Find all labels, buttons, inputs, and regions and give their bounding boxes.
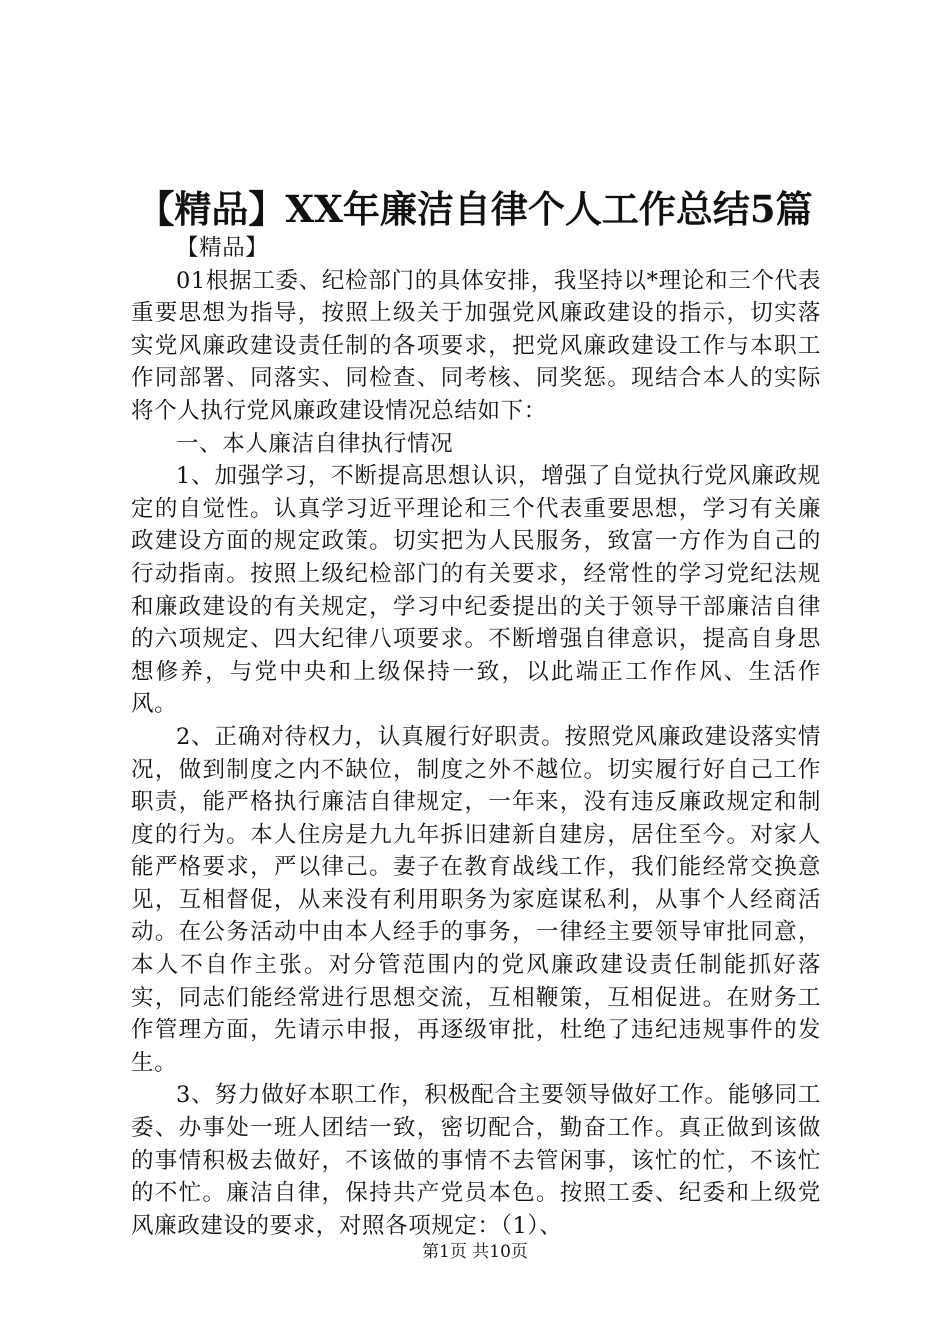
paragraph: 01根据工委、纪检部门的具体安排，我坚持以*理论和三个代表重要思想为指导，按照上级关于加强党风廉政建设的指示，切实落实党风廉政建设责任制的各项要求，把党风廉政建设工作与本职工作同部署、同落实、同检查、同考核、同奖惩。现结合本人的实际将个人执行党风廉政建设情况总结如下：: [131, 267, 821, 424]
document-title: 【精品】XX年廉洁自律个人工作总结5篇: [137, 187, 813, 231]
paragraph: 2、正确对待权力，认真履行好职责。按照党风廉政建设落实情况，做到制度之内不缺位，制度之外不越位。切实履行好自己工作职责，能严格执行廉洁自律规定，一年来，没有违反廉政规定和制度的行为。本人住房是九九年拆旧建新自建房，居住至今。对家人能严格要求，严以律己。妻子在教育战线工作，我们能经常交换意见，互相督促，从来没有利用职务为家庭谋私利，从事个人经商活动。在公务活动中由本人经手的事务，一律经主要领导审批同意，本人不自作主张。对分管范围内的党风廉政建设责任制能抓好落实，同志们能经常进行思想交流，互相鞭策，互相促进。在财务工作管理方面，先请示申报，再逐级审批，杜绝了违纪违规事件的发生。: [131, 723, 821, 1076]
paragraph: 3、努力做好本职工作，积极配合主要领导做好工作。能够同工委、办事处一班人团结一致，密切配合，勤奋工作。真正做到该做的事情积极去做好，不该做的事情不去管闲事，该忙的忙，不该忙的不忙。廉洁自律，保持共产党员本色。按照工委、纪委和上级党风廉政建设的要求，对照各项规定：（1）、: [131, 1082, 821, 1239]
paragraph: 1、加强学习，不断提高思想认识，增强了自觉执行党风廉政规定的自觉性。认真学习近平理论和三个代表重要思想，学习有关廉政建设方面的规定政策。切实把为人民服务，致富一方作为自己的行动指南。按照上级纪检部门的有关要求，经常性的学习党纪法规和廉政建设的有关规定，学习中纪委提出的关于领导干部廉洁自律的六项规定、四大纪律八项要求。不断增强自律意识，提高自身思想修养，与党中央和上级保持一致，以此端正工作作风、生活作风。: [131, 463, 821, 718]
page-number-footer: 第1页 共10页: [422, 1242, 528, 1262]
paragraph: 一、本人廉洁自律执行情况: [176, 430, 454, 457]
paragraph: 【精品】: [176, 235, 269, 261]
document-body: [131, 232, 821, 1242]
